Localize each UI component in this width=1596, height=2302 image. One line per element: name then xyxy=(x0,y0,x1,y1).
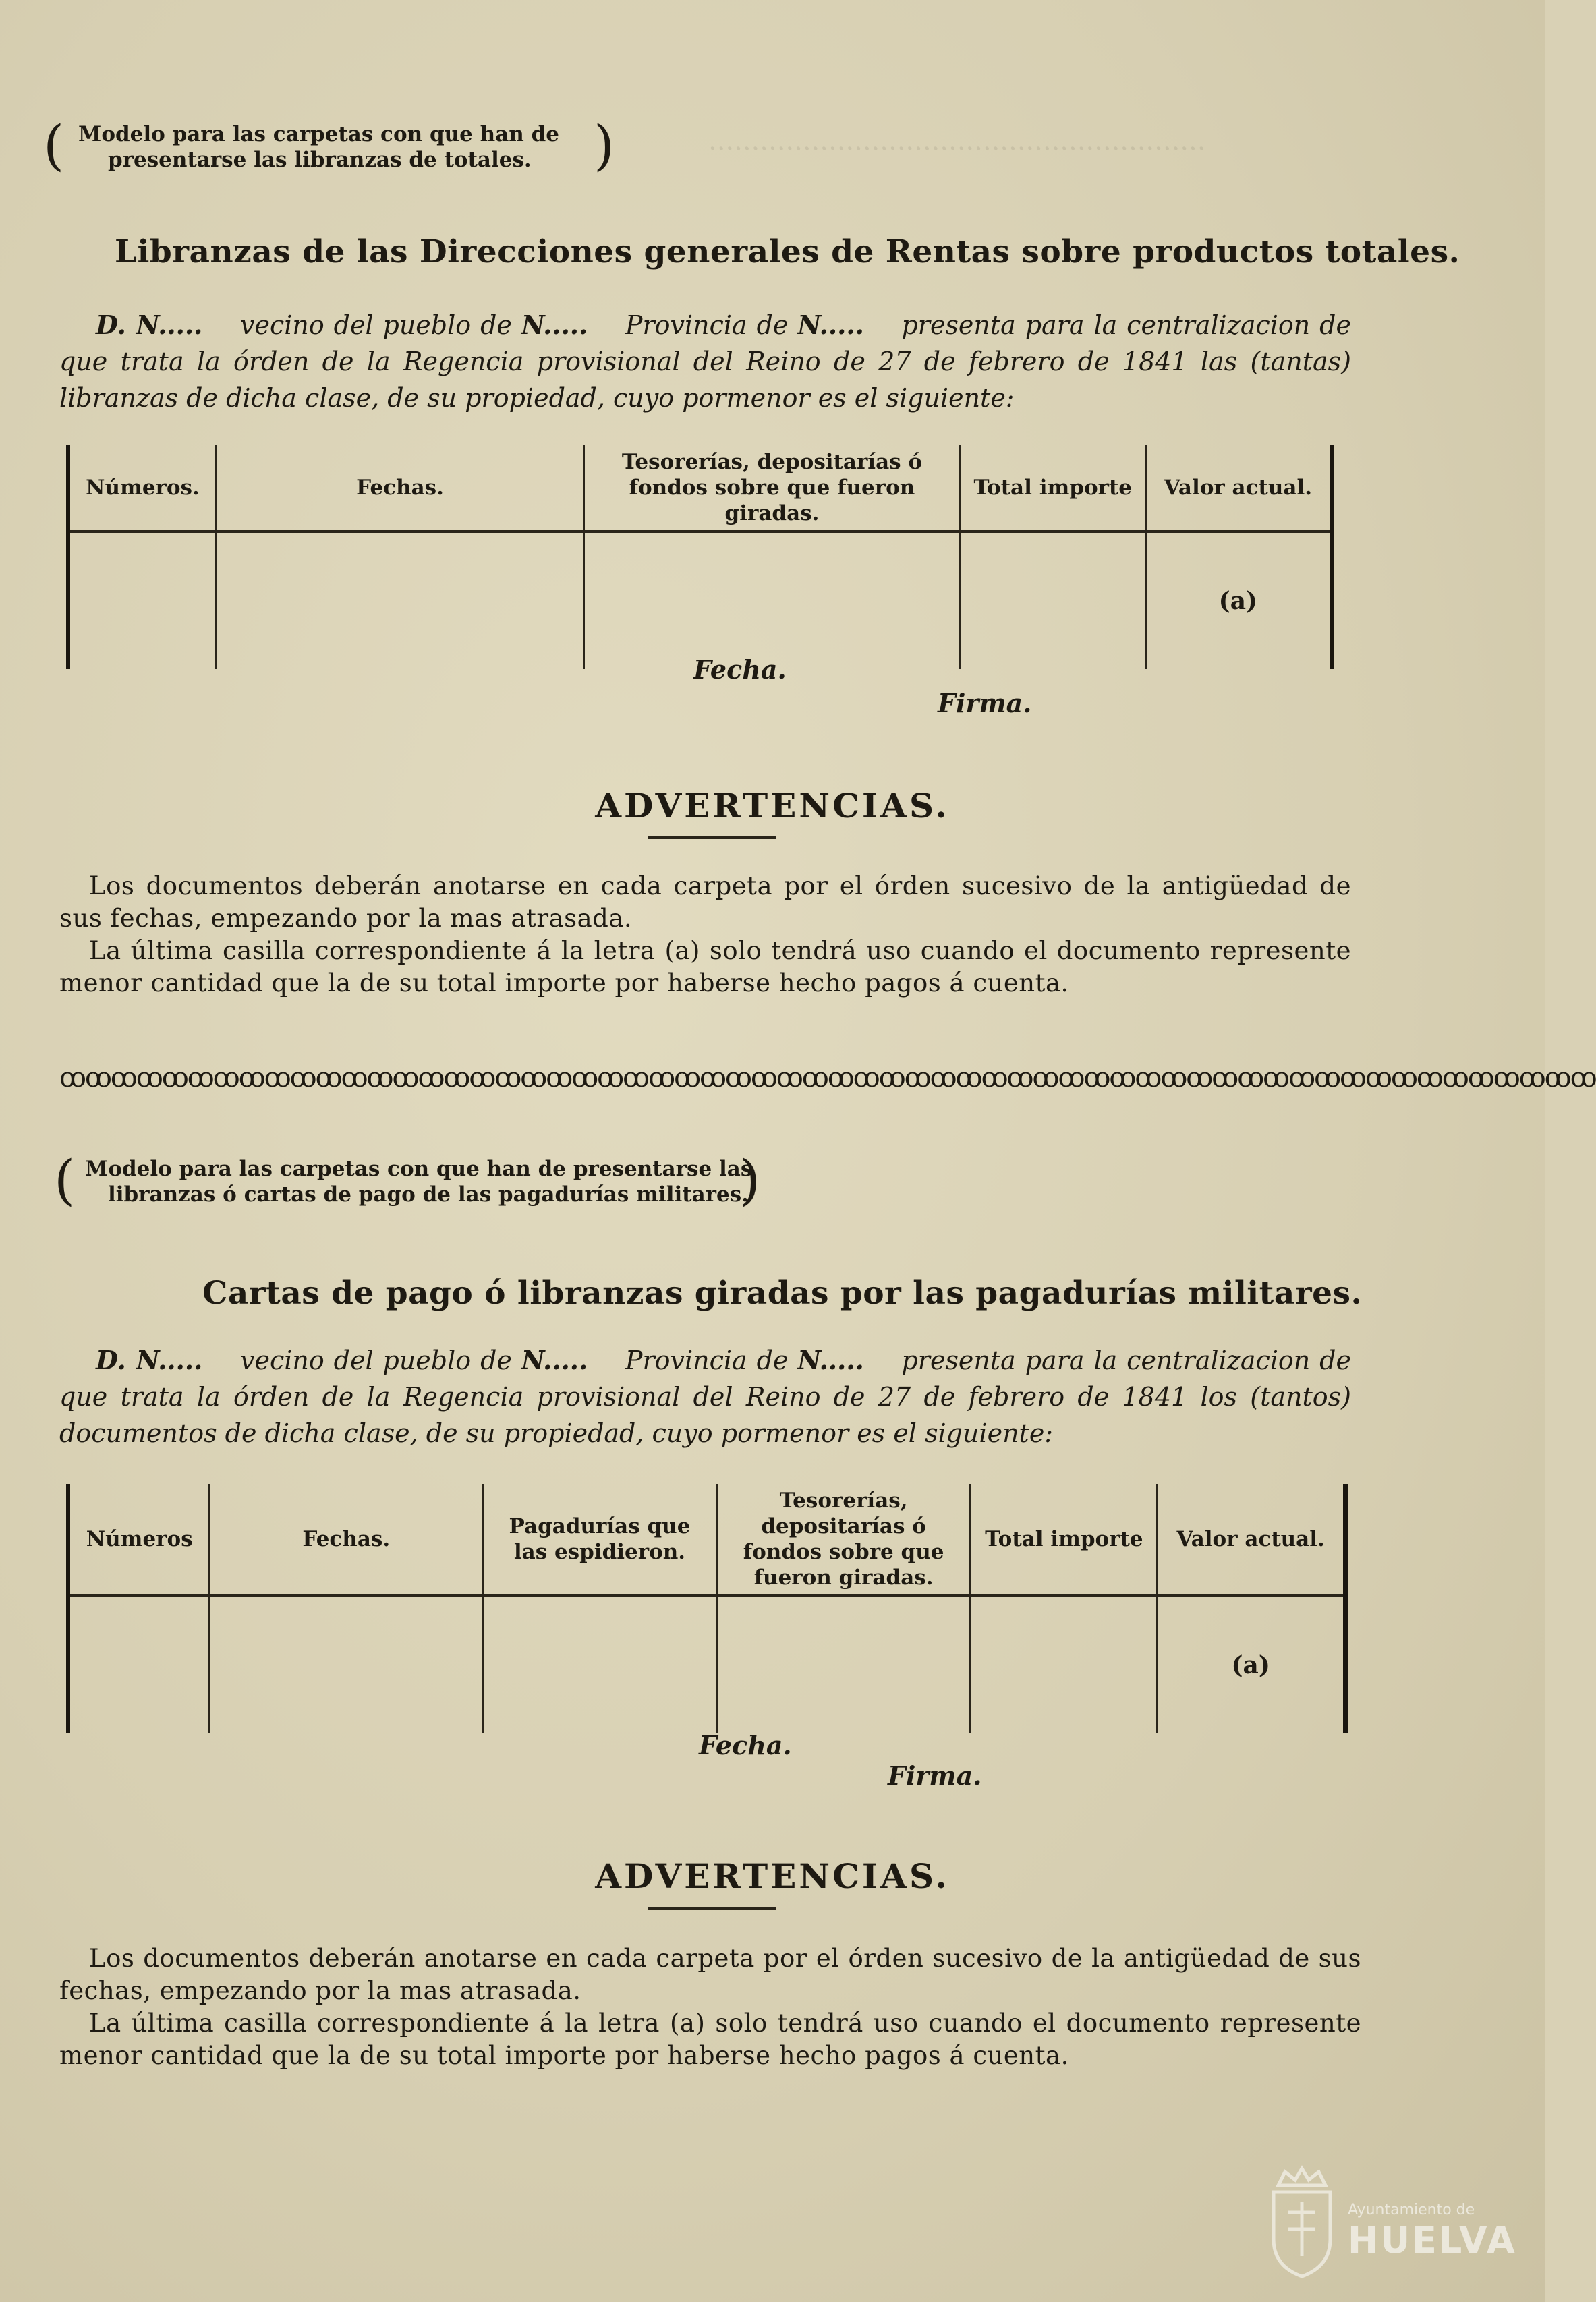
advertencias-heading-1: ADVERTENCIAS. xyxy=(595,786,950,826)
cell-empty xyxy=(68,531,216,669)
intro-paragraph-2 xyxy=(59,1342,1351,1451)
cell-empty xyxy=(483,1596,717,1733)
footnote-mark-a: (a) xyxy=(1218,587,1258,615)
note-1-1: Los documentos deberán anotarse en cada carpeta por el órden sucesivo de la antigüedad de sus fechas, empezando por la mas atrasada. xyxy=(59,871,1351,933)
section-title-1: Libranzas de las Direcciones generales de Rentas sobre productos totales. xyxy=(115,233,1460,270)
column-valor-actual: Valor actual. xyxy=(1158,1484,1346,1596)
intro-1-rest: presenta para la centralizacion de que trata la órden de la Regencia provisional del Reino de 27 de febrero de 1841 las (tantas) libranzas de dicha clase, de su propiedad, cuyo pormenor es el siguiente: xyxy=(59,310,1351,413)
ledger-2-empty-row xyxy=(68,1596,1346,1733)
model-note-1-line2: presentarse las libranzas de totales. xyxy=(108,148,532,172)
cell-empty xyxy=(68,1596,210,1733)
heading-rule-2 xyxy=(648,1907,776,1910)
ledger-table-1 xyxy=(66,445,1334,669)
section-title-2: Cartas de pago ó libranzas giradas por las pagadurías militares. xyxy=(202,1275,1363,1312)
model-note-1: ( Modelo para las carpetas con que han de presentarse las libranzas de totales. ) xyxy=(43,114,615,177)
column-total-importe: Total importe xyxy=(960,445,1145,531)
intro-2-n2: N..... xyxy=(521,1345,588,1375)
intro-1-vecino: vecino del pueblo de xyxy=(239,310,512,340)
intro-1-n2: N..... xyxy=(521,310,588,340)
firma-label-1: Firma. xyxy=(938,688,1032,718)
column-tesorerias: Tesorerías, depositarías ó fondos sobre que fueron giradas. xyxy=(584,445,961,531)
model-note-1-line1: Modelo para las carpetas con que han de xyxy=(78,122,560,146)
cell-empty xyxy=(971,1596,1158,1733)
intro-1-prov: Provincia de xyxy=(625,310,789,340)
ornamental-divider: ꝏꝏꝏꝏꝏꝏꝏꝏꝏꝏꝏꝏꝏꝏꝏꝏꝏꝏꝏꝏꝏꝏꝏꝏꝏꝏꝏꝏꝏꝏꝏꝏꝏꝏꝏꝏꝏꝏꝏꝏꝏꝏꝏꝏꝏꝏꝏꝏꝏꝏꝏꝏꝏꝏꝏꝏꝏꝏꝏꝏ xyxy=(59,1062,1596,1093)
fecha-label-1: Fecha. xyxy=(693,654,787,685)
cell-empty xyxy=(216,531,583,669)
column-numeros: Números xyxy=(68,1484,210,1596)
firma-label-2: Firma. xyxy=(888,1760,982,1791)
crowned-shield-crest-icon xyxy=(1261,2165,1342,2280)
fecha-label-2: Fecha. xyxy=(699,1730,792,1760)
note-2-1: Los documentos deberán anotarse en cada carpeta por el órden sucesivo de la antigüedad de sus fechas, empezando por la mas atrasada. xyxy=(59,1944,1361,2005)
bleed-through-text: .......................................................... xyxy=(708,125,1206,156)
intro-paragraph-1 xyxy=(59,307,1351,416)
column-total-importe: Total importe xyxy=(971,1484,1158,1596)
watermark-line1: Ayuntamiento de xyxy=(1348,2202,1475,2218)
cell-empty xyxy=(1158,1596,1346,1733)
model-note-2-line1: Modelo para las carpetas con que han de presentarse las xyxy=(85,1157,753,1181)
intro-2-prov: Provincia de xyxy=(625,1346,789,1375)
cell-empty xyxy=(960,531,1145,669)
ledger-table-2 xyxy=(66,1484,1348,1733)
cell-empty xyxy=(584,531,961,669)
intro-2-n3: N..... xyxy=(797,1345,864,1375)
footnote-mark-a: (a) xyxy=(1231,1651,1270,1679)
notes-2 xyxy=(59,1943,1361,2072)
column-fechas: Fechas. xyxy=(210,1484,483,1596)
archive-watermark xyxy=(1261,2165,1517,2286)
intro-2-name: D. N..... xyxy=(96,1345,203,1375)
ledger-1-empty-row xyxy=(68,531,1332,669)
ledger-1-header-row xyxy=(68,445,1332,531)
column-tesorerias: Tesorerías, depositarías ó fondos sobre que fueron giradas. xyxy=(716,1484,971,1596)
intro-1-name: D. N..... xyxy=(96,310,203,340)
intro-2-rest: presenta para la centralizacion de que trata la órden de la Regencia provisional del Reino de 27 de febrero de 1841 los (tantos) documentos de dicha clase, de su propiedad, cuyo pormenor es el siguiente: xyxy=(59,1346,1351,1448)
cell-empty xyxy=(210,1596,483,1733)
column-fechas: Fechas. xyxy=(216,445,583,531)
column-valor-actual: Valor actual. xyxy=(1145,445,1332,531)
cell-empty xyxy=(716,1596,971,1733)
note-1-2: La última casilla correspondiente á la letra (a) solo tendrá uso cuando el documento represente menor cantidad que la de su total importe por haberse hecho pagos á cuenta. xyxy=(59,936,1351,998)
intro-1-n3: N..... xyxy=(797,310,864,340)
cell-empty xyxy=(1145,531,1332,669)
advertencias-heading-2: ADVERTENCIAS. xyxy=(595,1856,950,1896)
column-pagadurias: Pagadurías que las espidieron. xyxy=(483,1484,717,1596)
watermark-line2: HUELVA xyxy=(1348,2219,1517,2262)
model-note-2: ( Modelo para las carpetas con que han de presentarse las libranzas ó cartas de pago de las pagadurías militares. ) xyxy=(61,1156,762,1217)
model-note-2-line2: libranzas ó cartas de pago de las pagadurías militares. xyxy=(108,1182,749,1207)
note-2-2: La última casilla correspondiente á la letra (a) solo tendrá uso cuando el documento represente menor cantidad que la de su total importe por haberse hecho pagos á cuenta. xyxy=(59,2009,1361,2070)
ledger-2-header-row xyxy=(68,1484,1346,1596)
column-numeros: Números. xyxy=(68,445,216,531)
intro-2-vecino: vecino del pueblo de xyxy=(239,1346,512,1375)
notes-1 xyxy=(59,870,1351,1000)
heading-rule-1 xyxy=(648,836,776,839)
